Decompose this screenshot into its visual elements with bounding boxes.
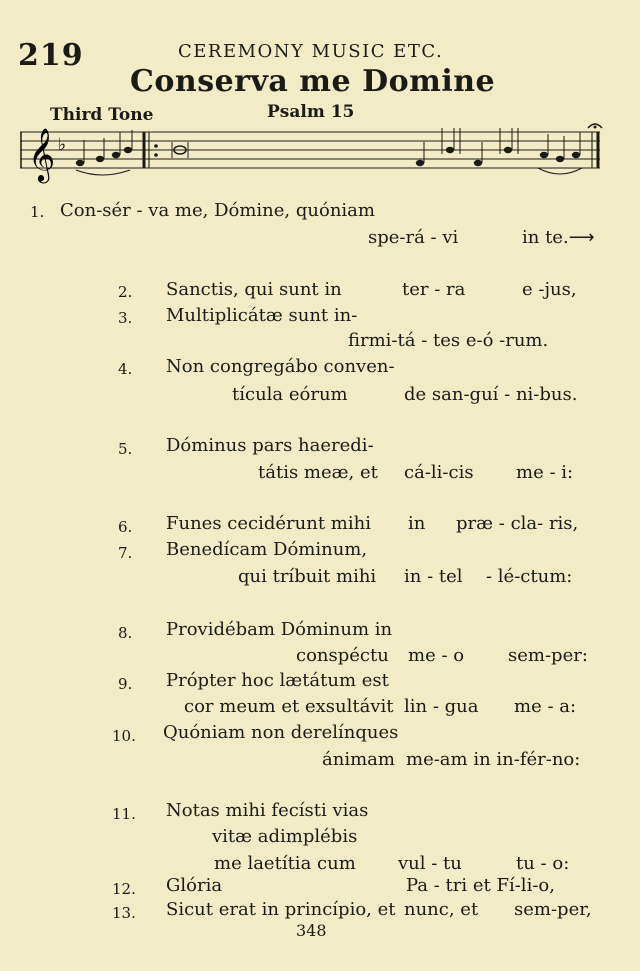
verse-text: lin - gua	[404, 696, 479, 717]
verse-number: 7.	[118, 544, 133, 562]
verse-number: 12.	[112, 880, 136, 898]
verse-text: in te.⟶	[522, 227, 595, 248]
verse-text: me - o	[408, 645, 465, 666]
verse-text: Funes cecidérunt mihi	[166, 513, 371, 534]
verse-text: spe-rá - vi	[368, 227, 459, 248]
verse-number: 13.	[112, 904, 136, 922]
verse-text: præ - cla- ris,	[456, 513, 579, 534]
verse-text: me laetítia cum	[214, 853, 356, 874]
verse-text: Sanctis, qui sunt in	[166, 279, 342, 300]
psalm-label: Psalm 15	[267, 102, 355, 122]
verse-text: me - i:	[516, 462, 574, 483]
verse-text: conspéctu	[296, 645, 389, 666]
verse-text: qui tríbuit mihi	[238, 566, 377, 587]
verse-text: Glória	[166, 875, 223, 896]
verse-number: 10.	[112, 727, 136, 745]
verse-text: Própter hoc lætátum est	[166, 670, 389, 691]
verse-text: ter - ra	[402, 279, 466, 300]
verse-text: ánimam	[322, 749, 395, 770]
verse-text: - lé-ctum:	[486, 566, 573, 587]
flat-icon: ♭	[58, 135, 67, 155]
verse-text: me-am in in-fér-no:	[406, 749, 581, 770]
verse-text: firmi-tá - tes e-ó -rum.	[348, 330, 549, 351]
verse-text: Quóniam non derelínques	[163, 722, 399, 743]
verse-text: Notas mihi fecísti vias	[166, 800, 369, 821]
verse-number: 3.	[118, 309, 133, 327]
verse-number: 9.	[118, 675, 133, 693]
verse-text: Pa - tri et Fí-li-o,	[406, 875, 555, 896]
verse-text: cá-li-cis	[404, 462, 474, 483]
verse-text: Non congregábo conven-	[166, 356, 395, 377]
verse-number: 2.	[118, 283, 133, 301]
treble-clef-icon: 𝄞	[28, 127, 56, 181]
verse-text: tícula eórum	[232, 384, 348, 405]
verse-text: vitæ adimplébis	[212, 826, 358, 847]
tone-label: Third Tone	[50, 105, 154, 125]
verse-text: tu - o:	[516, 853, 570, 874]
verse-number: 11.	[112, 805, 136, 823]
verse-number: 6.	[118, 518, 133, 536]
verse-text: Providébam Dóminum in	[166, 619, 393, 640]
page-title: Conserva me Domine	[130, 64, 496, 99]
verse-text: tátis meæ, et	[258, 462, 378, 483]
verse-text: Benedícam Dóminum,	[166, 539, 368, 560]
page-number: 219	[18, 38, 84, 73]
verse-text: Sicut erat in princípio, et	[166, 899, 396, 920]
verse-text: Dóminus pars haeredi-	[166, 435, 374, 456]
verse-text: sem-per,	[514, 899, 592, 920]
verse-number: 5.	[118, 440, 133, 458]
running-header: CEREMONY MUSIC ETC.	[178, 41, 444, 62]
verse-text: cor meum et exsultávit	[184, 696, 394, 717]
verse-text: Con-sér - va me, Dómine, quóniam	[60, 200, 375, 221]
verse-number: 8.	[118, 624, 133, 642]
verse-text: sem-per:	[508, 645, 588, 666]
verse-text: de san-guí - ni-bus.	[404, 384, 578, 405]
music-staff	[20, 118, 605, 188]
verse-text: vul - tu	[398, 853, 462, 874]
verse-text: e -jus,	[522, 279, 577, 300]
verse-text: nunc, et	[404, 899, 479, 920]
verse-text: me - a:	[514, 696, 577, 717]
continue-arrow-icon: ⟶	[568, 227, 595, 248]
verse-text: in	[408, 513, 426, 534]
verse-number: 1.	[30, 203, 45, 221]
folio-number: 348	[296, 921, 327, 940]
verse-text: in - tel	[404, 566, 463, 587]
verse-text: Multiplicátæ sunt in-	[166, 305, 358, 326]
verse-number: 4.	[118, 360, 133, 378]
